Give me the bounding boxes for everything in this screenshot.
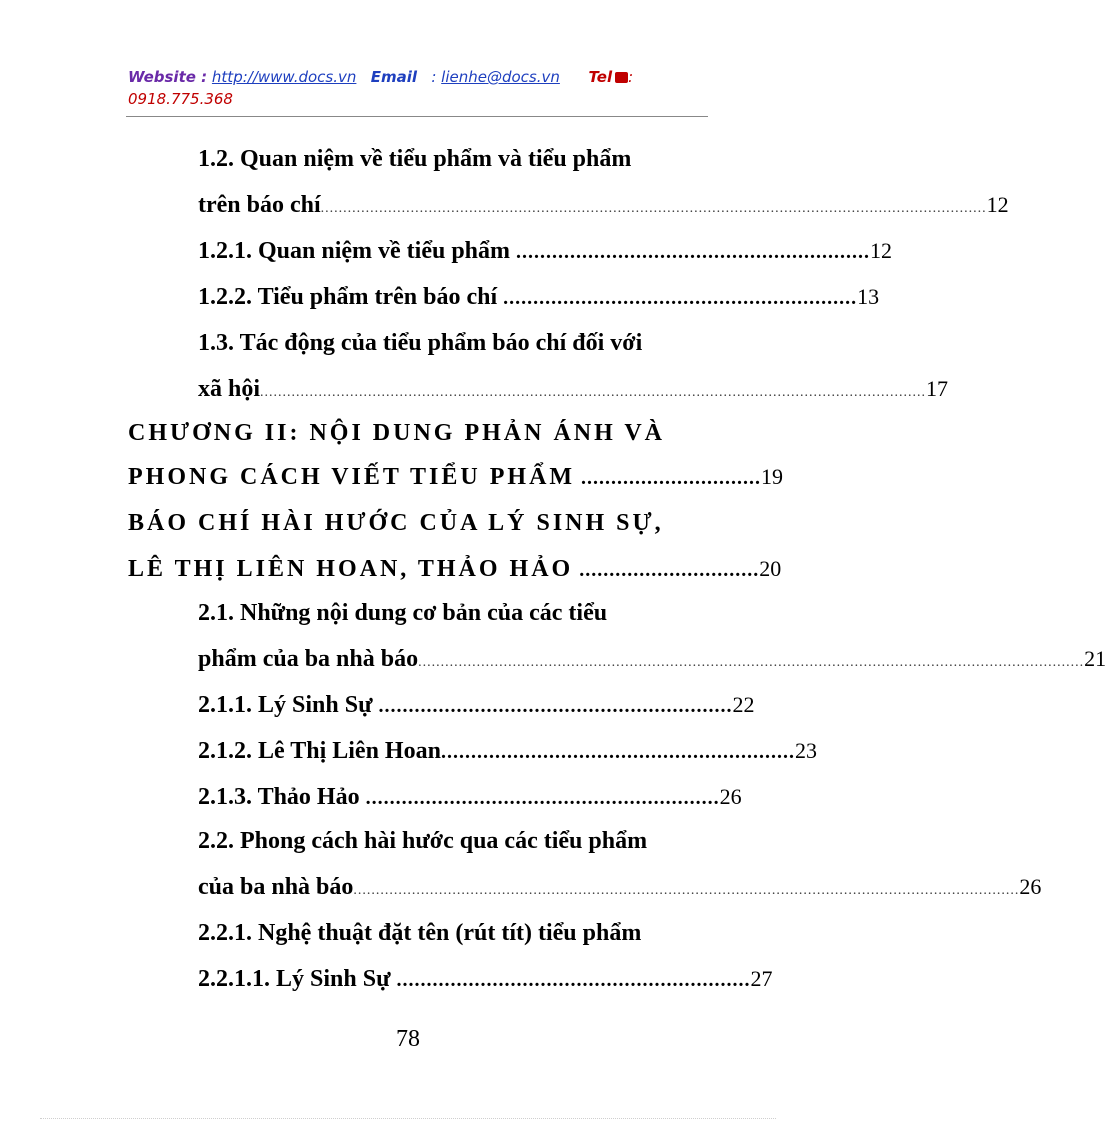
toc-entry[interactable] bbox=[198, 600, 607, 627]
leader-dots: .................................................................................................................................................... bbox=[320, 201, 987, 216]
leader-dots: ........................................................... bbox=[372, 695, 733, 717]
toc-entry[interactable] bbox=[198, 692, 755, 719]
toc-entry[interactable] bbox=[128, 420, 665, 447]
website-label: Website : bbox=[128, 68, 208, 86]
website-link[interactable]: http://www.docs.vn bbox=[211, 68, 357, 86]
toc-entry-text: BÁO CHÍ HÀI HƯỚC CỦA LÝ SINH SỰ, bbox=[128, 510, 664, 536]
toc-entry[interactable] bbox=[198, 874, 1042, 901]
toc-entry-text: 1.2.1. Quan niệm về tiểu phẩm bbox=[198, 238, 511, 264]
toc-page-number: 17 bbox=[926, 376, 949, 401]
leader-dots: ........................................................... bbox=[390, 969, 751, 991]
toc-entry-text: xã hội bbox=[198, 376, 261, 402]
toc-entry[interactable] bbox=[198, 738, 817, 765]
toc-entry-text: PHONG CÁCH VIẾT TIỂU PHẨM bbox=[128, 464, 576, 490]
page-bottom-border bbox=[40, 1118, 776, 1119]
toc-entry[interactable] bbox=[198, 966, 773, 993]
toc-entry[interactable] bbox=[128, 464, 784, 491]
toc-page-number: 22 bbox=[732, 692, 755, 717]
leader-dots: ........................................................... bbox=[440, 741, 795, 763]
toc-entry[interactable] bbox=[198, 192, 1009, 219]
toc-entry[interactable] bbox=[198, 330, 642, 357]
toc-page-number: 19 bbox=[761, 464, 784, 489]
toc-page-number: 12 bbox=[870, 238, 893, 263]
toc-entry[interactable] bbox=[128, 556, 782, 583]
toc-page-number: 23 bbox=[794, 738, 817, 763]
toc-entry[interactable] bbox=[198, 646, 1106, 673]
leader-dots: ........................................................... bbox=[510, 241, 871, 263]
toc-page-number: 13 bbox=[857, 284, 880, 309]
email-link[interactable]: lienhe@docs.vn bbox=[441, 68, 560, 86]
page-number: 78 bbox=[396, 1026, 420, 1052]
toc-entry-text: 1.2. Quan niệm về tiểu phẩm và tiểu phẩm bbox=[198, 146, 632, 172]
toc-entry[interactable] bbox=[198, 920, 641, 947]
email-separator: : bbox=[431, 68, 437, 86]
header-divider bbox=[126, 116, 708, 117]
leader-dots: .................................................................................................................................................... bbox=[418, 655, 1085, 670]
leader-dots: ........................................................... bbox=[359, 787, 720, 809]
toc-entry-text: trên báo chí bbox=[198, 192, 321, 218]
toc-entry-text: LÊ THỊ LIÊN HOAN, THẢO HẢO bbox=[128, 556, 574, 582]
toc-entry[interactable] bbox=[198, 784, 742, 811]
toc-page-number: 26 bbox=[719, 784, 742, 809]
toc-entry-text: 2.1.1. Lý Sinh Sự bbox=[198, 692, 373, 718]
toc-page-number: 12 bbox=[986, 192, 1009, 217]
toc-entry[interactable] bbox=[198, 376, 949, 403]
toc-entry[interactable] bbox=[128, 510, 664, 537]
telephone-icon bbox=[615, 72, 628, 83]
page-header bbox=[128, 66, 708, 110]
tel-separator: : bbox=[628, 68, 634, 86]
toc-entry-text: 1.2.2. Tiểu phẩm trên báo chí bbox=[198, 284, 498, 310]
toc-page-number: 20 bbox=[759, 556, 782, 581]
toc-entry-text: 2.1.3. Thảo Hảo bbox=[198, 784, 360, 810]
phone-number: 0918.775.368 bbox=[128, 90, 233, 108]
email-label: Email bbox=[370, 68, 418, 86]
toc-entry-text: phẩm của ba nhà báo bbox=[198, 646, 419, 672]
leader-dots: .................................................................................................................................................... bbox=[260, 385, 927, 400]
toc-entry-text: của ba nhà báo bbox=[198, 874, 354, 900]
toc-entry-text: 2.2. Phong cách hài hước qua các tiểu phẩm bbox=[198, 828, 648, 854]
leader-dots: ........................................................... bbox=[497, 287, 858, 309]
toc-entry[interactable] bbox=[198, 146, 631, 173]
toc-entry-text: 2.2.1.1. Lý Sinh Sự bbox=[198, 966, 391, 992]
leader-dots: .............................. bbox=[573, 559, 760, 581]
leader-dots: .............................. bbox=[575, 467, 762, 489]
toc-page-number: 27 bbox=[750, 966, 773, 991]
toc-entry-text: 2.2.1. Nghệ thuật đặt tên (rút tít) tiểu phẩm bbox=[198, 920, 642, 946]
toc-entry-text: CHƯƠNG II: NỘI DUNG PHẢN ÁNH VÀ bbox=[128, 420, 665, 446]
tel-label: Tel bbox=[588, 68, 613, 86]
leader-dots: .................................................................................................................................................... bbox=[353, 883, 1020, 898]
toc-entry[interactable] bbox=[198, 284, 880, 311]
toc-entry-text: 1.3. Tác động của tiểu phẩm báo chí đối với bbox=[198, 330, 643, 356]
toc-entry-text: 2.1. Những nội dung cơ bản của các tiểu bbox=[198, 600, 608, 626]
toc-entry[interactable] bbox=[198, 238, 893, 265]
toc-page-number: 26 bbox=[1019, 874, 1042, 899]
toc-entry[interactable] bbox=[198, 828, 647, 855]
toc-entry-text: 2.1.2. Lê Thị Liên Hoan bbox=[198, 738, 441, 764]
toc-page-number: 21 bbox=[1084, 646, 1106, 671]
